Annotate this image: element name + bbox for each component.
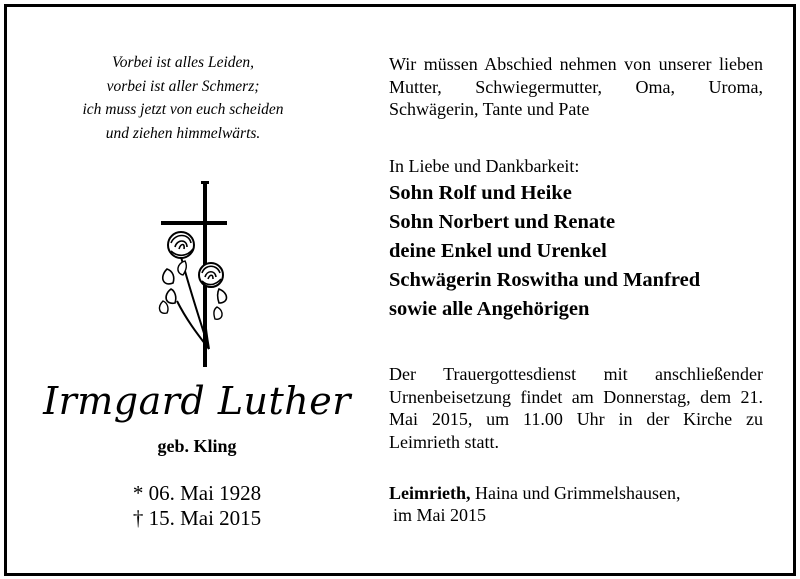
- poem-line: vorbei ist aller Schmerz;: [106, 77, 260, 95]
- thanks-heading: In Liebe und Dankbarkeit:: [389, 156, 580, 176]
- death-date: † 15. Mai 2015: [132, 506, 262, 530]
- announcement-intro: Wir müssen Abschied nehmen von unserer lieben Mutter, Schwiegermutter, Oma, Uroma, Schwägerin, Tante und Pate: [389, 54, 763, 119]
- poem-line: Vorbei ist alles Leiden,: [111, 54, 255, 71]
- mourners-list: [389, 179, 789, 324]
- place-town: Leimrieth,: [389, 483, 471, 503]
- mourner-line: Sohn Norbert und Renate: [389, 211, 616, 233]
- mourner-line: Sohn Rolf und Heike: [389, 182, 572, 204]
- birth-date: * 06. Mai 1928: [132, 481, 262, 505]
- cross-with-roses-icon: [157, 181, 237, 371]
- place-line: [389, 482, 763, 504]
- poem-line: und ziehen himmelwärts.: [105, 124, 261, 142]
- mourner-line: Schwägerin Roswitha und Manfred: [389, 269, 701, 291]
- place-and-date: [389, 482, 763, 526]
- obituary-frame: [4, 4, 796, 576]
- life-dates: [47, 481, 347, 531]
- poem-line: ich muss jetzt von euch scheiden: [82, 101, 284, 118]
- mourner-line: sowie alle Angehörigen: [389, 298, 590, 320]
- deceased-name: Irmgard Luther: [43, 379, 351, 423]
- maiden-name: geb. Kling: [157, 436, 237, 456]
- mourner-line: deine Enkel und Urenkel: [389, 240, 607, 262]
- service-info: Der Trauergottesdienst mit anschließender Urnenbeisetzung findet am Donnerstag, dem 21. Mai 2015, um 11.00 Uhr in der Kirche zu Leimrieth statt.: [389, 364, 763, 452]
- place-date: im Mai 2015: [393, 505, 486, 525]
- place-rest: Haina und Grimmelshausen,: [470, 483, 681, 503]
- poem: [49, 51, 317, 145]
